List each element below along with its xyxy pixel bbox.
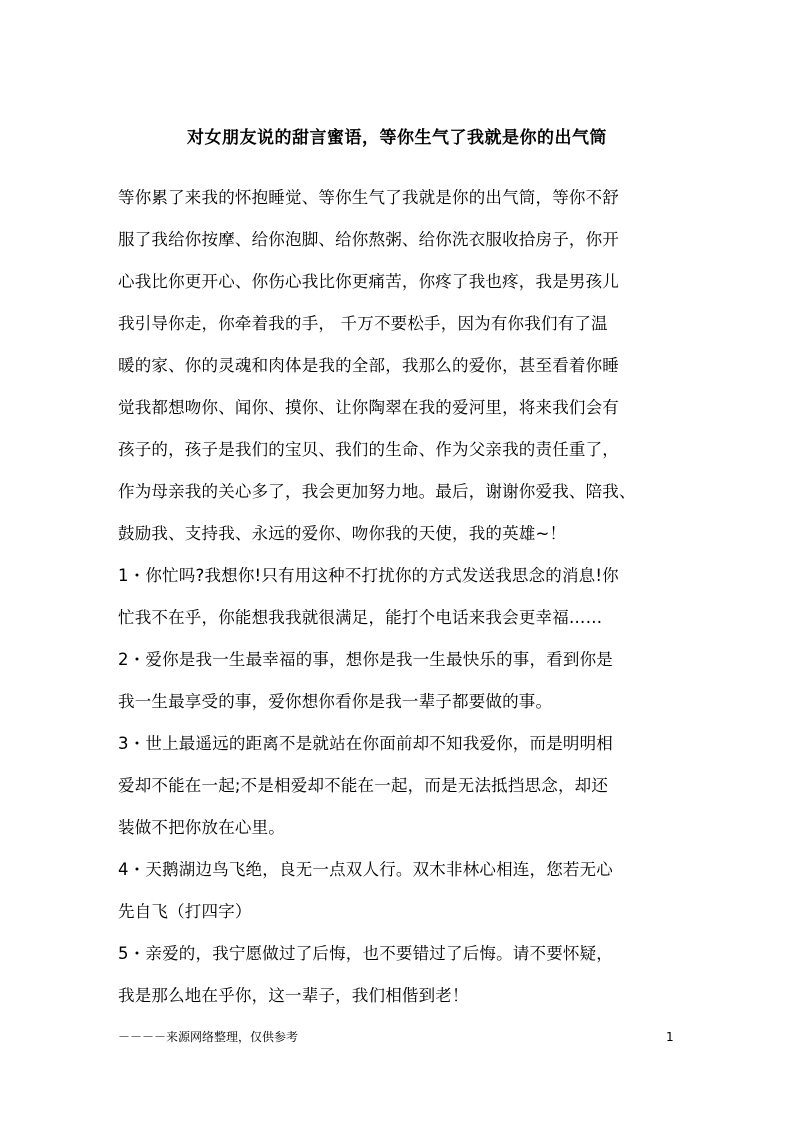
list-item-line: 1・你忙吗?我想你!只有用这种不打扰你的方式发送我思念的消息!你 — [118, 566, 619, 585]
body-line: 作为母亲我的关心多了，我会更加努力地。最后，谢谢你爱我、陪我、 — [118, 482, 636, 501]
footer-source-note: －－－－来源网络整理，仅供参考 — [118, 1030, 299, 1044]
list-item-line: 爱却不能在一起;不是相爱却不能在一起，而是无法抵挡思念，却还 — [118, 776, 609, 795]
body-line: 觉我都想吻你、闻你、摸你、让你陶翠在我的爱河里，将来我们会有 — [118, 398, 619, 417]
list-item-line: 我一生最享受的事，爱你想你看你是我一辈子都要做的事。 — [118, 692, 553, 711]
list-item-line: 2・爱你是我一生最幸福的事，想你是我一生最快乐的事，看到你是 — [118, 650, 613, 669]
body-line: 鼓励我、支持我、永远的爱你、吻你我的天使，我的英雄~！ — [118, 524, 567, 543]
document-title: 对女朋友说的甜言蜜语，等你生气了我就是你的出气筒 — [187, 128, 607, 148]
list-item-line: 忙我不在乎，你能想我我就很满足，能打个电话来我会更幸福…… — [118, 608, 603, 627]
body-line: 孩子的，孩子是我们的宝贝、我们的生命、作为父亲我的责任重了， — [118, 440, 619, 459]
list-item-line: 我是那么地在乎你，这一辈子，我们相偕到老！ — [118, 986, 469, 1005]
body-line: 等你累了来我的怀抱睡觉、等你生气了我就是你的出气筒，等你不舒 — [118, 188, 619, 207]
list-item-line: 先自飞（打四字） — [118, 902, 252, 921]
list-item-line: 4・天鹅湖边鸟飞绝，良无一点双人行。双木非林心相连，您若无心 — [118, 860, 613, 879]
body-line: 暖的家、你的灵魂和肉体是我的全部，我那么的爱你，甚至看着你睡 — [118, 356, 619, 375]
body-line: 服了我给你按摩、给你泡脚、给你熬粥、给你洗衣服收拾房子，你开 — [118, 230, 619, 249]
body-line: 我引导你走，你牵着我的手， 千万不要松手，因为有你我们有了温 — [118, 314, 608, 333]
body-line: 心我比你更开心、你伤心我比你更痛苦，你疼了我也疼，我是男孩儿 — [118, 272, 619, 291]
list-item-line: 5・亲爱的，我宁愿做过了后悔，也不要错过了后悔。请不要怀疑， — [118, 944, 613, 963]
list-item-line: 3・世上最遥远的距离不是就站在你面前却不知我爱你，而是明明相 — [118, 734, 613, 753]
list-item-line: 装做不把你放在心里。 — [118, 818, 285, 837]
page-number: 1 — [666, 1030, 674, 1044]
